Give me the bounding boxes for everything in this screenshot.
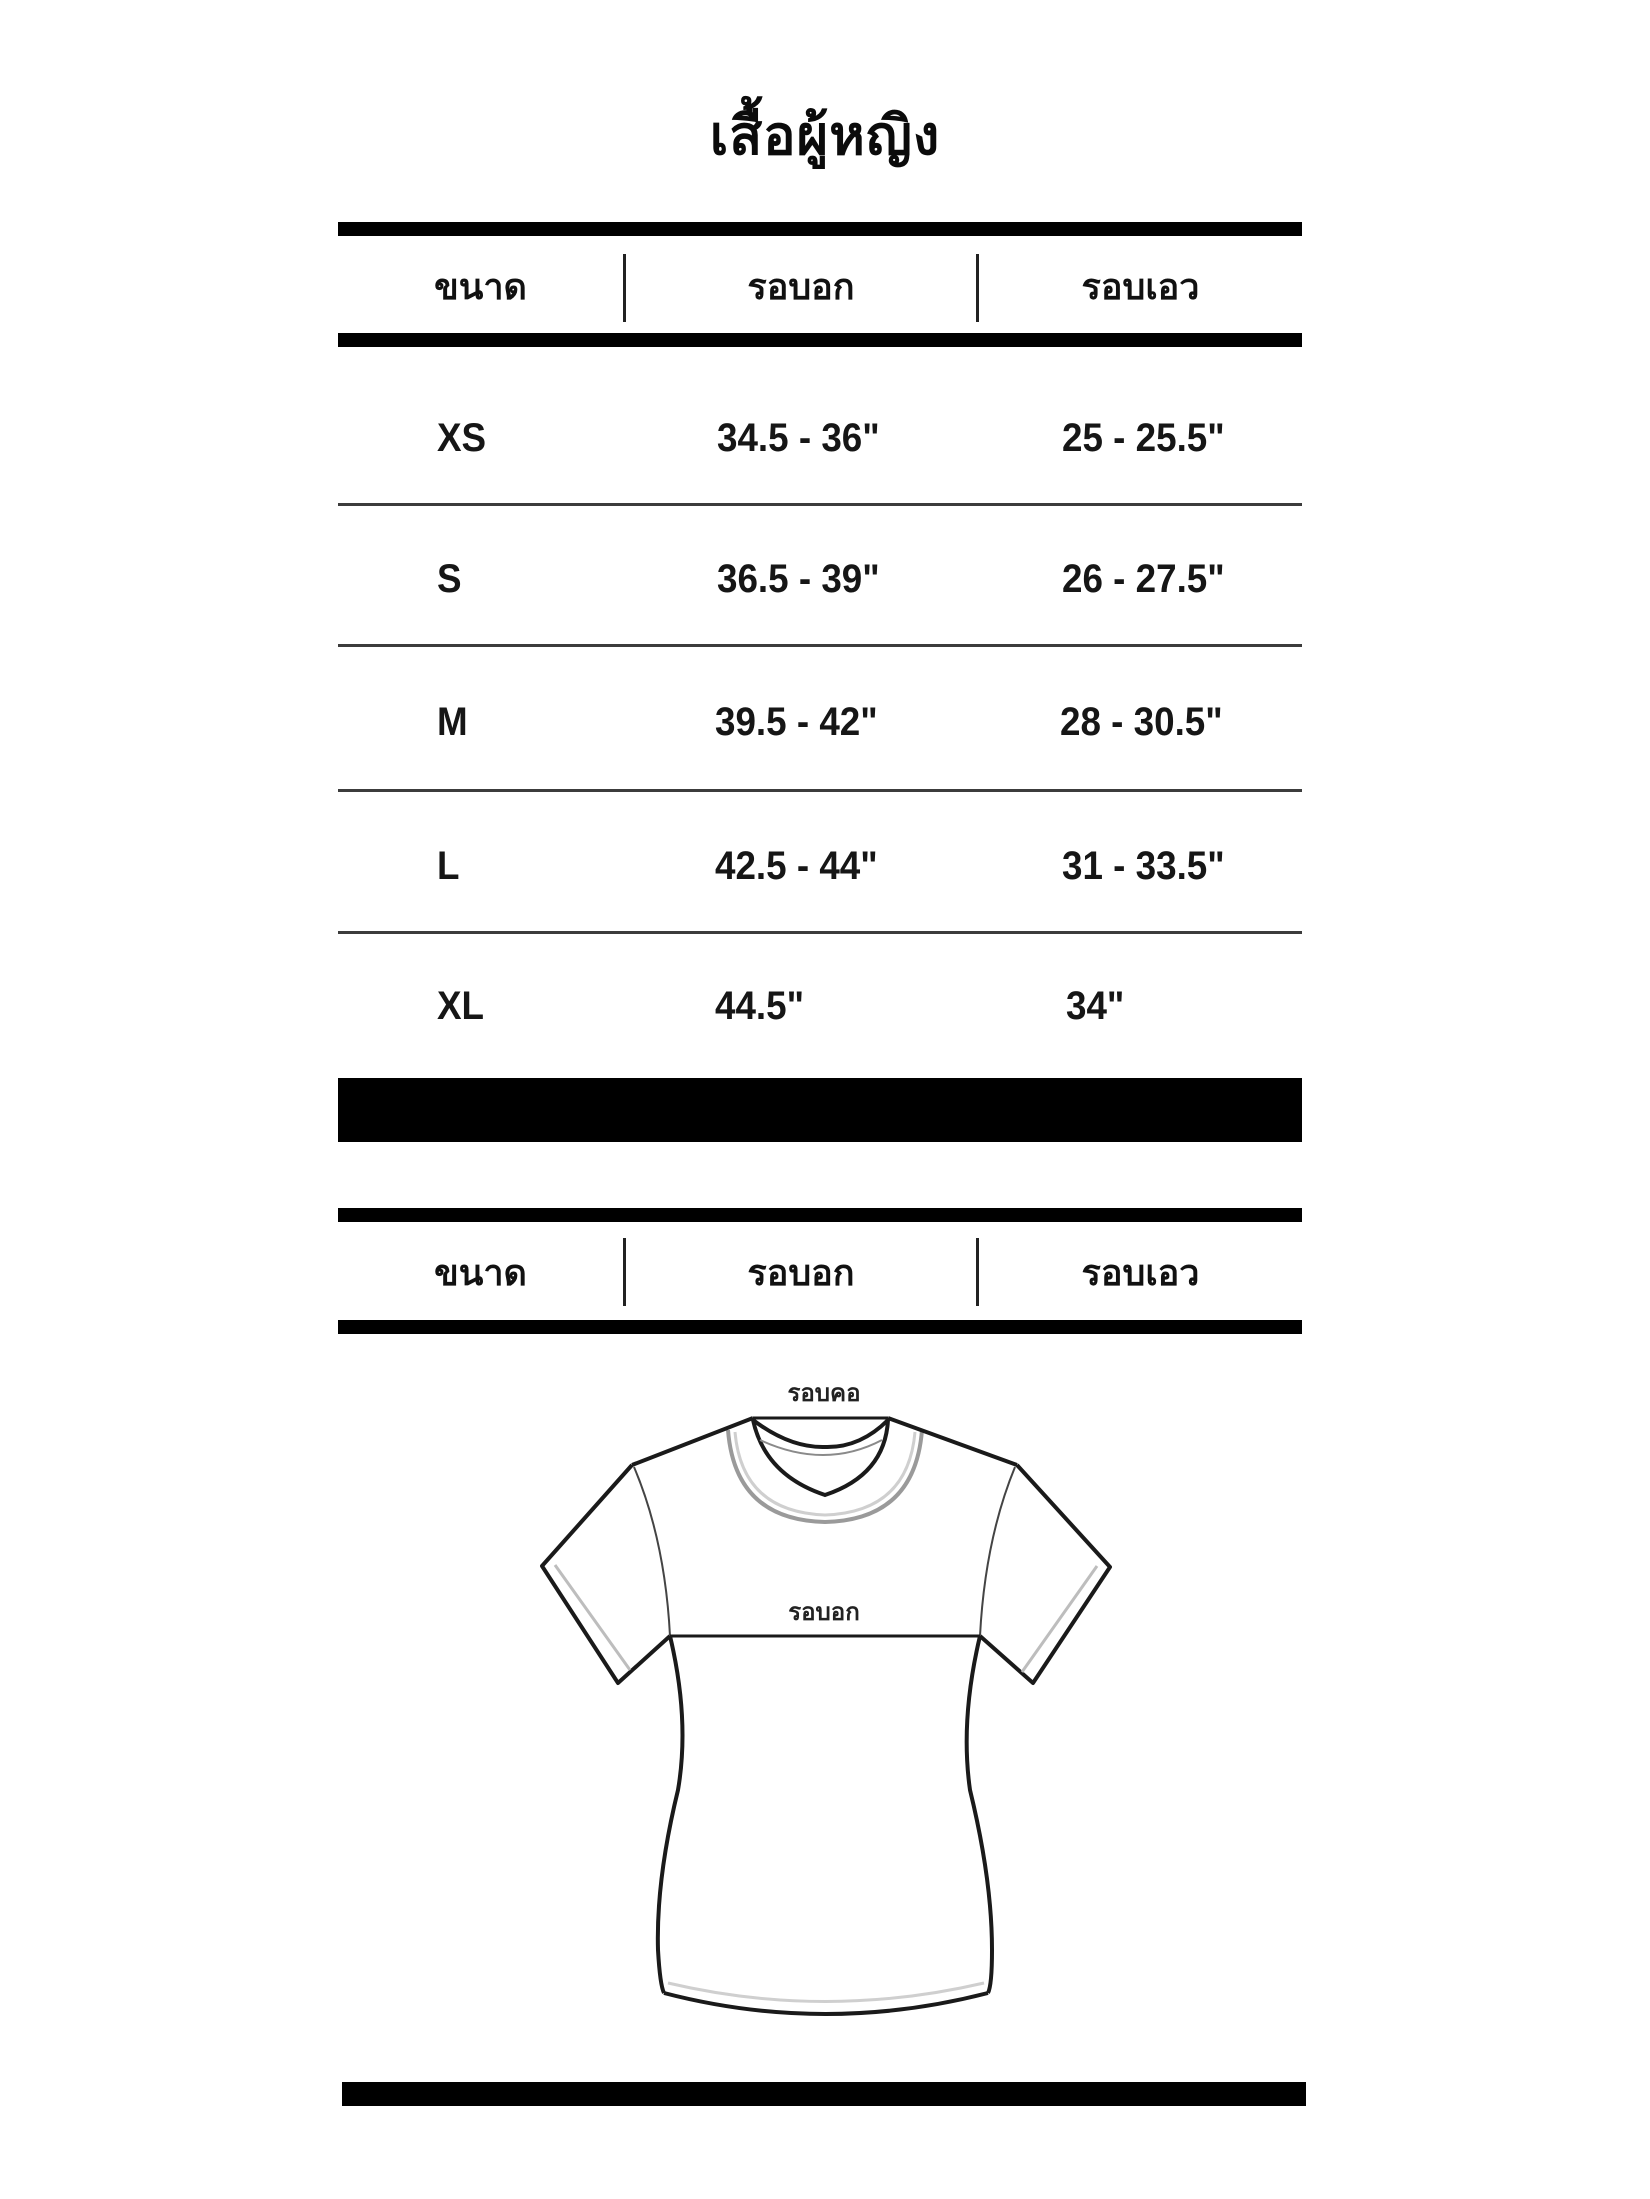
neck-label: รอบคอ [787, 1379, 861, 1407]
size-cell: M [437, 700, 468, 744]
chest-cell: 44.5" [715, 984, 805, 1028]
size-cell: L [437, 844, 460, 888]
size-cell: XS [437, 416, 487, 460]
size-cell: S [437, 557, 462, 601]
size-cell: XL [437, 984, 485, 1028]
header-size: ขนาด [434, 267, 527, 308]
chest-cell: 42.5 - 44" [715, 844, 878, 888]
waist-cell: 34" [1066, 984, 1125, 1028]
header-waist: รอบเอว [1081, 1253, 1200, 1294]
chest-cell: 34.5 - 36" [717, 416, 880, 460]
header-size: ขนาด [434, 1253, 527, 1294]
header-chest: รอบอก [747, 267, 855, 308]
chest-label: รอบอก [788, 1598, 860, 1626]
chest-cell: 36.5 - 39" [717, 557, 880, 601]
header-waist: รอบเอว [1081, 267, 1200, 308]
waist-cell: 25 - 25.5" [1062, 416, 1225, 460]
waist-cell: 26 - 27.5" [1062, 557, 1225, 601]
page-title: เสื้อผู้หญิง [709, 104, 941, 167]
diagram-bottom-rule [342, 2082, 1306, 2106]
waist-cell: 28 - 30.5" [1060, 700, 1223, 744]
chest-cell: 39.5 - 42" [715, 700, 878, 744]
header-chest: รอบอก [747, 1253, 855, 1294]
waist-cell: 31 - 33.5" [1062, 844, 1225, 888]
